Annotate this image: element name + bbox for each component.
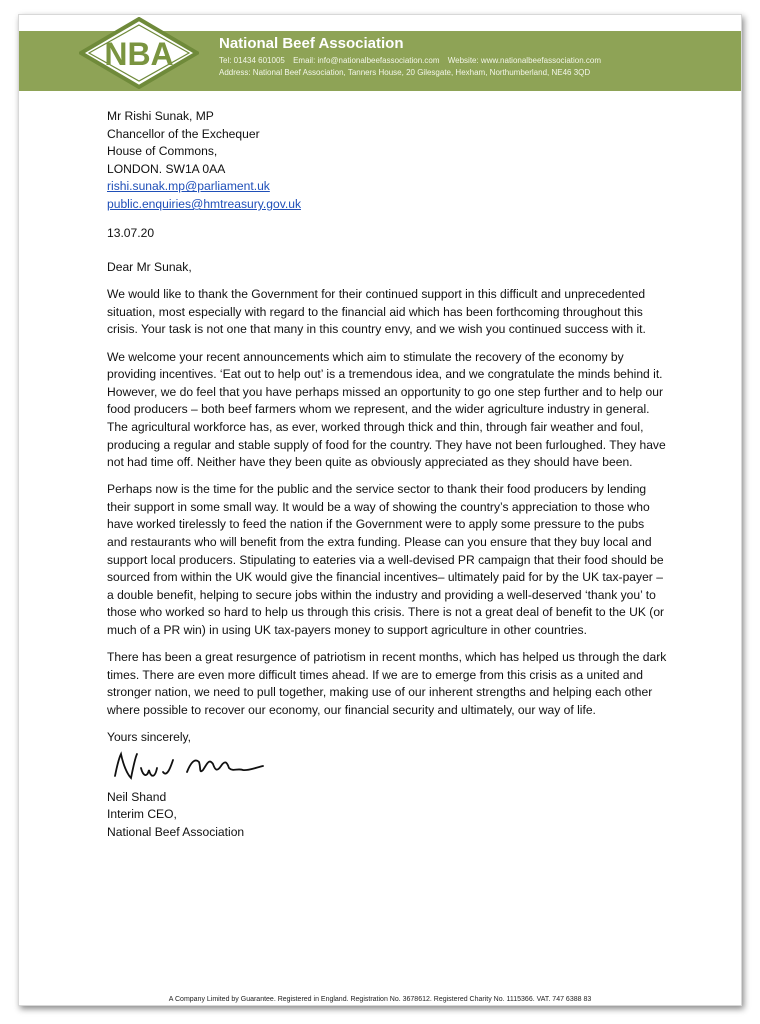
paragraph-1: We would like to thank the Government for their continued support in this difficult and unprecedented situation, most especially with regard to the financial aid which has been forthcoming throughout this crisis. Your task is not one that many in this country envy, and we wish you continued success with it. bbox=[107, 287, 646, 337]
salutation: Dear Mr Sunak, bbox=[107, 260, 192, 275]
paragraph-4: There has been a great resurgence of patriotism in recent months, which has helped us through the dark times. There are even more difficult times ahead. If we are to emerge from this crisis as a united and stronger nation, we need to pull together, making use of our inherent strengths and helping each other where possible to recover our economy, our financial security and ultimately, our way of life. bbox=[107, 650, 667, 717]
letter-body bbox=[107, 108, 667, 841]
recipient-address bbox=[107, 108, 667, 214]
paragraph-3: Perhaps now is the time for the public and the service sector to thank their food producers by lending their support in some small way. It would be a way of showing the country’s appreciation to those who have worked tirelessly to feed the nation if the Government were to apply some pressure to the pubs and restaurants who will benefit from the extra funding. Please can you ensure that they buy local and support local producers. Stipulating to eateries via a well-devised PR campaign that their food should be sourced from within the UK would give the financial incentives– ultimately paid for by the UK tax-payer – a double benefit, helping to secure jobs within the industry and providing a well-deserved ‘thank you’ to those who worked so hard to help us through this crisis. There is not a great deal of benefit to the UK (or much of a PR win) in using UK tax-payers money to support agriculture in other countries. bbox=[107, 482, 665, 637]
recipient-org: House of Commons, bbox=[107, 144, 218, 159]
signatory-org: National Beef Association bbox=[107, 824, 245, 839]
contact-website: Website: www.nationalbeefassociation.com bbox=[447, 56, 601, 65]
contact-address: Address: National Beef Association, Tanners House, 20 Gilesgate, Hexham, Northumberland, NE46 3QD bbox=[219, 68, 591, 77]
contact-email: Email: info@nationalbeefassociation.com bbox=[293, 56, 440, 65]
contact-info bbox=[219, 55, 607, 79]
handwritten-signature bbox=[107, 748, 277, 784]
recipient-email-link-2[interactable]: public.enquiries@hmtreasury.gov.uk bbox=[107, 196, 301, 211]
logo-text: NBA bbox=[104, 36, 174, 72]
recipient-title: Chancellor of the Exchequer bbox=[107, 126, 260, 141]
contact-tel: Tel: 01434 601005 bbox=[219, 56, 285, 65]
signatory-role: Interim CEO, bbox=[107, 807, 177, 822]
letter-page bbox=[18, 14, 742, 1006]
letter-date: 13.07.20 bbox=[107, 225, 155, 240]
recipient-name: Mr Rishi Sunak, MP bbox=[107, 109, 214, 123]
signatory-block bbox=[107, 789, 667, 842]
footer-registration: A Company Limited by Guarantee. Registered in England. Registration No. 3678612. Registered Charity No. 1115366. VAT. 747 6388 83 bbox=[168, 996, 592, 1003]
nba-logo bbox=[79, 17, 199, 89]
closing: Yours sincerely, bbox=[107, 729, 192, 744]
paragraph-2: We welcome your recent announcements which aim to stimulate the recovery of the economy by providing incentives. ‘Eat out to help out’ is a tremendous idea, and we congratulate the minds behind it. However, we do feel that you have perhaps missed an opportunity to go one step further and to help our food producers – both beef farmers whom we represent, and the wider agriculture industry in general. The agricultural workforce has, as ever, worked through thick and thin, through fair weather and foul, producing a regular and stable supply of food for the country. They have not been furloughed. They have not had time off. Neither have they been quite as obviously appreciated as they should have been. bbox=[107, 349, 666, 470]
signatory-name: Neil Shand bbox=[107, 789, 167, 804]
org-name: National Beef Association bbox=[219, 35, 404, 52]
recipient-email-link-1[interactable]: rishi.sunak.mp@parliament.uk bbox=[107, 179, 270, 194]
recipient-city: LONDON. SW1A 0AA bbox=[107, 161, 226, 176]
